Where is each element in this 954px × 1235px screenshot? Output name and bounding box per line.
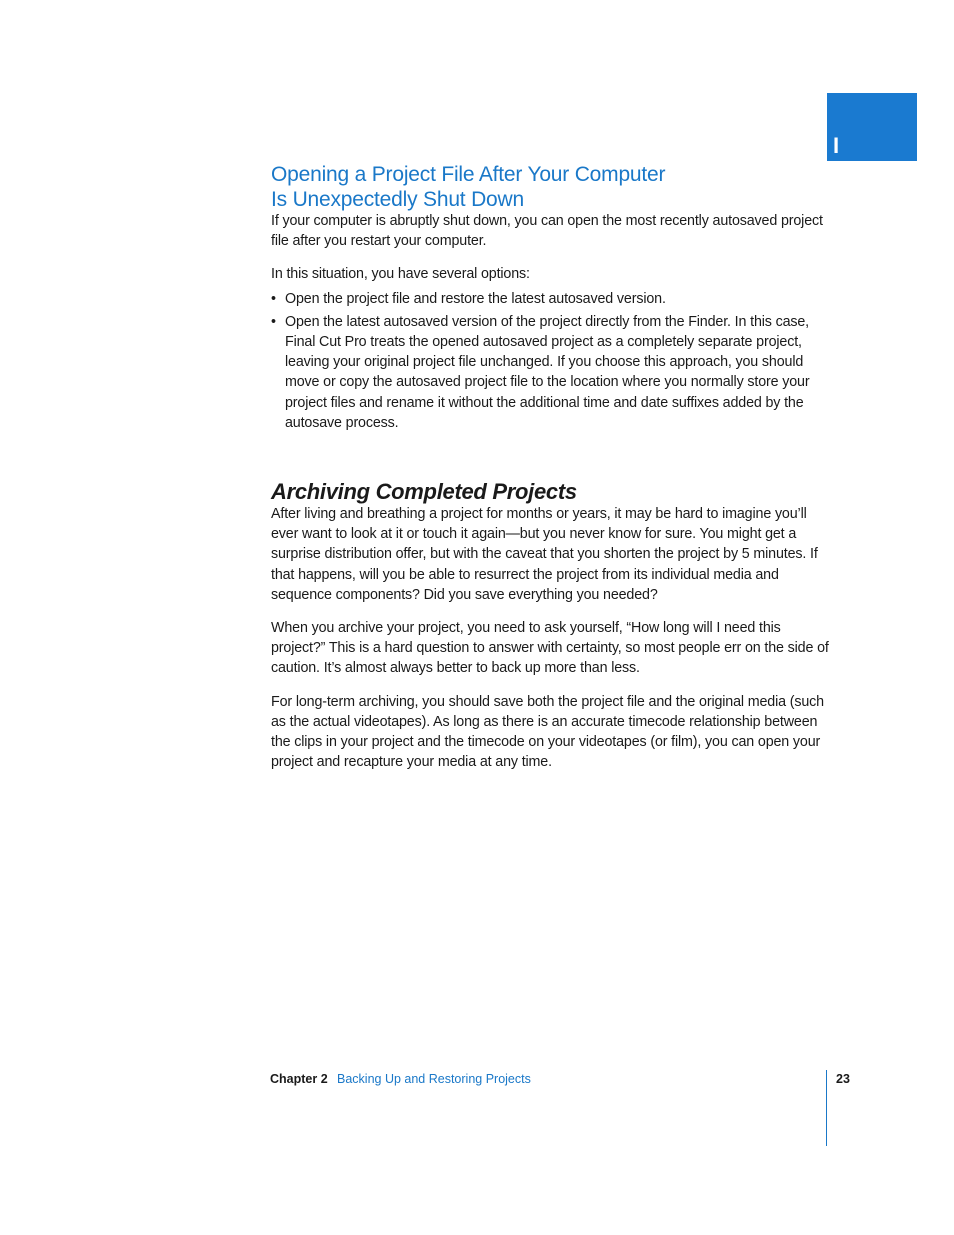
intro-paragraph: If your computer is abruptly shut down, you can open the most recently autosaved project file after you restart your computer. [271, 213, 823, 250]
footer-divider [826, 1070, 827, 1146]
heading-line-2: Is Unexpectedly Shut Down [271, 188, 524, 211]
list-item: • Open the latest autosaved version of the project directly from the Finder. In this case, Final Cut Pro treats the opened autosaved project as a completely separate project, leaving your original project file unchanged. If you choose this approach, you should move or copy the autosaved project file to the location where you normally store your project files and rename it without the additional time and date suffixes added by the autosave process. [271, 312, 831, 433]
chapter-tab [827, 93, 917, 161]
chapter-tab-label: I [833, 133, 840, 158]
footer-chapter: Chapter 2 [270, 1072, 328, 1086]
options-lead: In this situation, you have several options: [271, 266, 530, 283]
archiving-paragraph-3: For long-term archiving, you should save both the project file and the original media (such as the actual videotapes). As long as there is an accurate timecode relationship between the clips in your project and the timecode on your videotapes (or film), you can open your project and recapture your media at any time. [271, 693, 824, 771]
options-list [271, 289, 831, 433]
heading-line-1: Opening a Project File After Your Computer [271, 163, 666, 186]
archiving-paragraph-2: When you archive your project, you need to ask yourself, “How long will I need this project?” This is a hard question to answer with certainty, so most people err on the side of caution. It’s almost always better to back up more than less. [271, 620, 829, 677]
archiving-paragraph-1: After living and breathing a project for months or years, it may be hard to imagine you’ll ever want to look at it or touch it again—but you never know for sure. You might get a surprise distribution offer, but with the caveat that you shorten the project by 5 minutes. If that happens, will you be able to resurrect the project from its individual media and sequence components? Did you save everything you needed? [271, 506, 818, 603]
section-heading-archiving: Archiving Completed Projects [271, 479, 577, 505]
footer-chapter-title: Backing Up and Restoring Projects [337, 1072, 531, 1086]
list-item: • Open the project file and restore the latest autosaved version. [271, 289, 831, 309]
section-heading-opening-project [271, 162, 831, 212]
main-content [271, 162, 831, 772]
page-number: 23 [836, 1072, 850, 1086]
